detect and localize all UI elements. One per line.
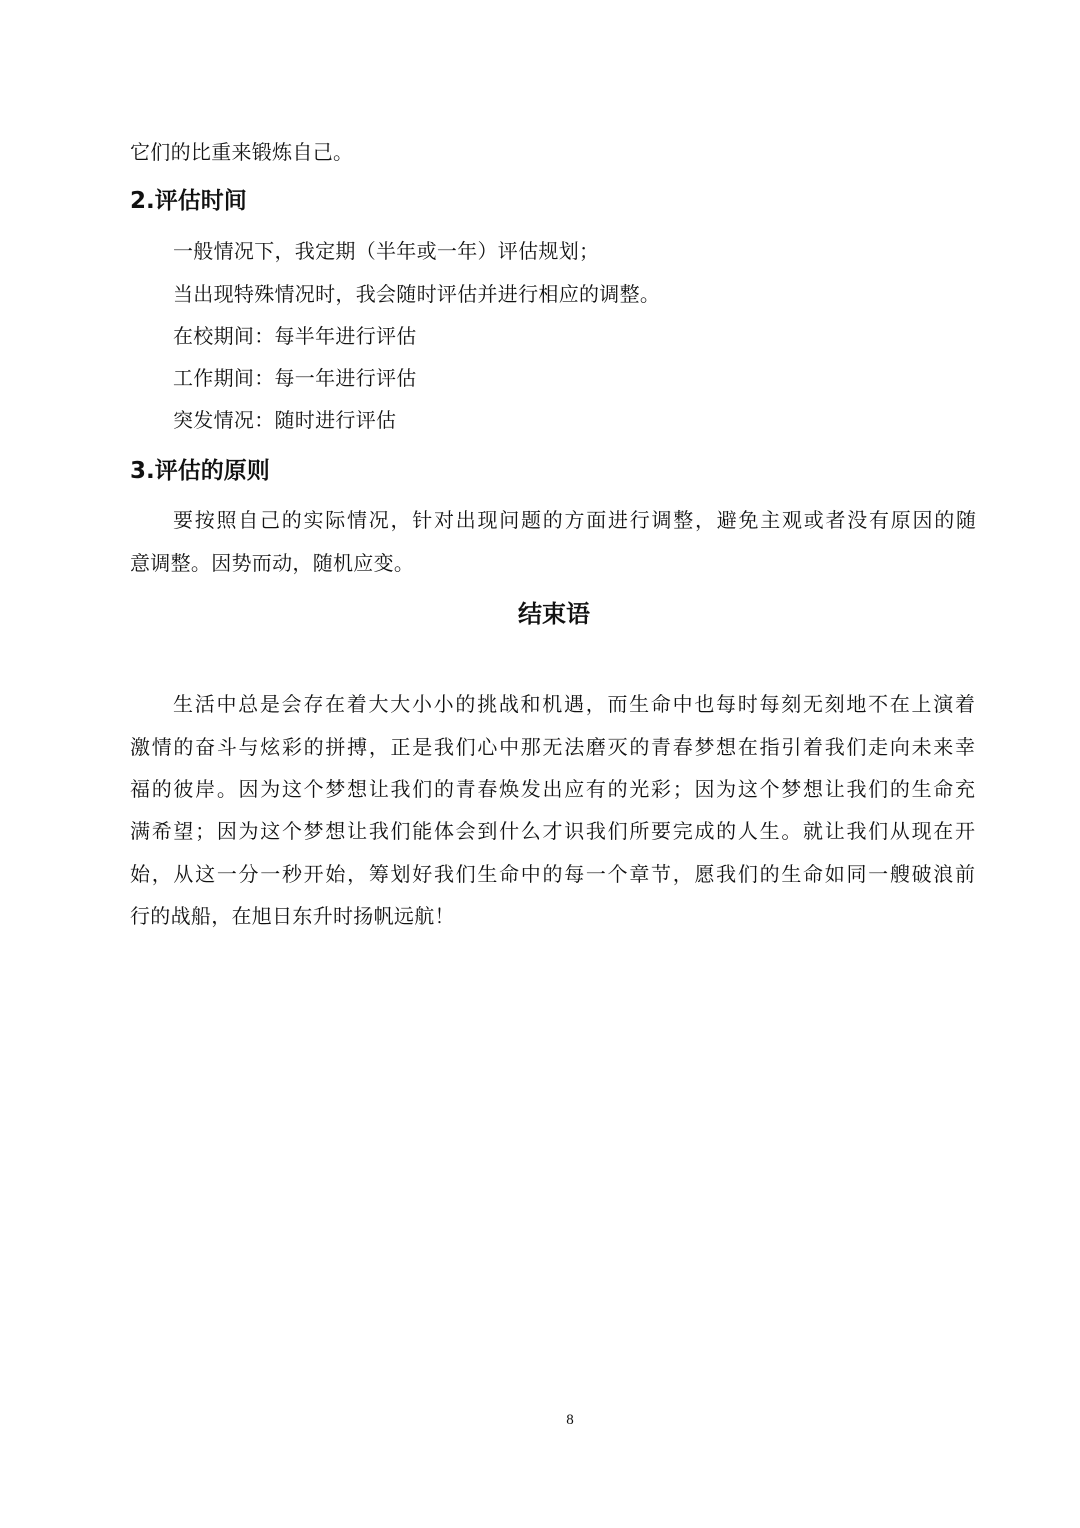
paragraph-line: 在校期间：每半年进行评估 <box>173 324 417 348</box>
section-heading-evaluation-principle: 3.评估的原则 <box>130 458 270 484</box>
paragraph-line: 满希望；因为这个梦想让我们能体会到什么才识我们所要完成的人生。就让我们从现在开 <box>130 819 975 843</box>
paragraph-line: 工作期间：每一年进行评估 <box>173 366 417 390</box>
paragraph-line: 福的彼岸。因为这个梦想让我们的青春焕发出应有的光彩；因为这个梦想让我们的生命充 <box>130 777 975 801</box>
paragraph-line: 要按照自己的实际情况，针对出现问题的方面进行调整，避免主观或者没有原因的随 <box>173 508 976 532</box>
section-heading-evaluation-time: 2.评估时间 <box>130 188 247 214</box>
paragraph-line: 生活中总是会存在着大大小小的挑战和机遇，而生命中也每时每刻无刻地不在上演着 <box>173 692 975 716</box>
paragraph-line: 意调整。因势而动，随机应变。 <box>130 551 415 575</box>
paragraph-line: 当出现特殊情况时，我会随时评估并进行相应的调整。 <box>173 282 661 306</box>
paragraph-line: 突发情况：随时进行评估 <box>173 408 397 432</box>
paragraph-line: 激情的奋斗与炫彩的拼搏，正是我们心中那无法磨灭的青春梦想在指引着我们走向未来幸 <box>130 735 975 759</box>
conclusion-title: 结束语 <box>518 600 590 628</box>
paragraph-continuation: 它们的比重来锻炼自己。 <box>130 140 354 164</box>
paragraph-line: 行的战船，在旭日东升时扬帆远航！ <box>130 904 455 928</box>
paragraph-line: 始，从这一分一秒开始，筹划好我们生命中的每一个章节，愿我们的生命如同一艘破浪前 <box>130 862 975 886</box>
page-number: 8 <box>566 1412 574 1428</box>
paragraph-line: 一般情况下，我定期（半年或一年）评估规划； <box>173 239 600 263</box>
